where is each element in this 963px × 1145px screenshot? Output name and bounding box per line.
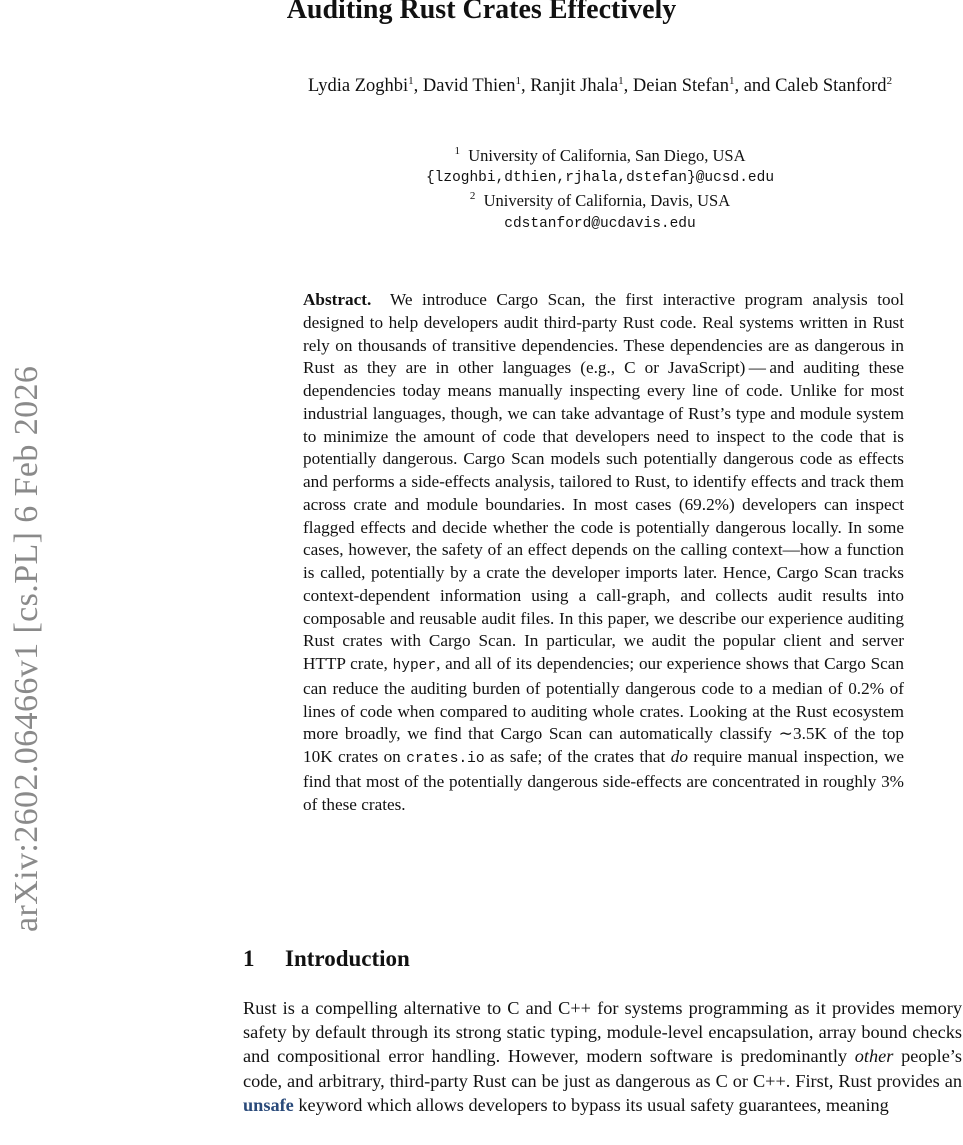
intro-paragraph [243, 996, 962, 1117]
paper-title: Auditing Rust Crates Effectively [286, 0, 677, 25]
affiliation-name: University of California, San Diego, USA [468, 146, 746, 165]
affiliation-mark: 2 [886, 75, 893, 87]
body-text: keyword which allows developers to bypass its usual safety guarantees, meaning [293, 1094, 889, 1115]
abstract-text: require manual inspection, we find that most of the potentially dangerous side-effects are concentrated in roughly 3% of these crates. [303, 747, 904, 814]
emphasis: do [670, 747, 688, 766]
inline-code: hyper [392, 658, 437, 674]
affiliation-mark: 1 [515, 75, 522, 87]
abstract-text: as safe; of the crates that [484, 747, 671, 766]
section-heading [243, 944, 410, 974]
abstract-label: Abstract. [303, 290, 372, 309]
affiliation-2 [260, 189, 940, 212]
author-separator: , [521, 76, 531, 96]
inline-code: crates.io [406, 751, 485, 767]
emphasis: other [854, 1046, 894, 1067]
abstract-text: We introduce Cargo Scan, the first interactive program analysis tool designed to help developers audit third-party Rust code. Real systems written in Rust rely on thousands of transitive dependencies. These dependencies are as dangerous in Rust as they are in other languages (e.g., C or JavaScript) — and auditing these dependencies today means manually inspecting every line of code. Unlike for most industrial languages, though, we can take advantage of Rust’s type and module system to minimize the amount of code that developers need to inspect to the code that is potentially dangerous. Cargo Scan models such potentially dangerous code as effects and performs a side-effects analysis, tailored to Rust, to identify effects and track them across crate and module boundaries. In most cases (69.2%) developers can inspect flagged effects and decide whether the code is potentially dangerous locally. In some cases, however, the safety of an effect depends on the calling context—how a function is called, potentially by a crate the developer imports later. Hence, Cargo Scan tracks context-dependent information using a call-graph, and collects audit results into composable and reusable audit files. In this paper, we describe our experience auditing Rust crates with Cargo Scan. In particular, we audit the popular client and server HTTP crate, [303, 290, 904, 673]
abstract [303, 289, 904, 816]
affiliation-mark: 2 [469, 190, 476, 202]
author-separator: , [413, 76, 423, 96]
email-address[interactable]: cdstanford@ucdavis.edu [504, 216, 696, 232]
author-name: Lydia Zoghbi [307, 76, 409, 96]
affiliation-1-email[interactable] [260, 167, 940, 190]
author-list [260, 74, 940, 98]
affiliation-mark: 1 [454, 145, 460, 157]
affiliation-2-email[interactable] [260, 213, 940, 236]
affiliation-mark: 1 [408, 75, 414, 87]
author-name: Ranjit Jhala [530, 76, 619, 96]
email-address[interactable]: {lzoghbi,dthien,rjhala,dstefan}@ucsd.edu [425, 170, 775, 186]
arxiv-identifier: arXiv:2602.06466v1 [cs.PL] 6 Feb 2026 [8, 365, 45, 932]
author-separator: , and [734, 76, 776, 96]
author-separator: , [623, 76, 633, 96]
body-text: Rust is a compelling alternative to C and C++ for systems programming as it provides memory safety by default through its strong static typing, module-level encapsulation, array bound checks and compositional error handling. However, modern software is predominantly [243, 998, 962, 1067]
body-text: people’s code, and arbitrary, third-party Rust can be just as dangerous as C or C++. First, Rust provides an [243, 1046, 962, 1091]
section-title: Introduction [285, 946, 410, 971]
author-name: Caleb Stanford [775, 76, 887, 96]
arxiv-sidebar-stamp [2, 232, 48, 932]
abstract-text: , and all of its dependencies; our experience shows that Cargo Scan can reduce the auditing burden of potentially dangerous code to a median of 0.2% of lines of code when compared to auditing whole crates. Looking at the Rust ecosystem more broadly, we find that Cargo Scan can automatically classify ∼3.5K of the top 10K crates on [303, 654, 905, 766]
section-number: 1 [243, 946, 255, 971]
affiliation-mark: 1 [618, 75, 624, 87]
unsafe-keyword-link[interactable]: unsafe [243, 1094, 294, 1115]
affiliation-mark: 1 [728, 75, 735, 87]
affiliation-name: University of California, Davis, USA [483, 191, 731, 210]
affiliation-1 [260, 144, 940, 167]
author-name: David Thien [422, 76, 516, 96]
author-name: Deian Stefan [632, 76, 729, 96]
